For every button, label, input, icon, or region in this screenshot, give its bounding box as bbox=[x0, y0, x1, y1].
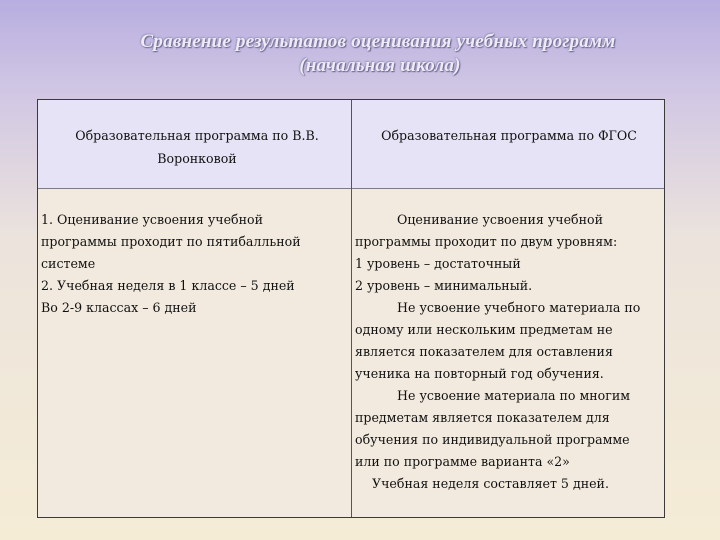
text-line: обучения по индивидуальной программе bbox=[355, 432, 630, 447]
text-line: программы проходит по двум уровням: bbox=[355, 234, 618, 249]
slide-title: Сравнение результатов оценивания учебных программ bbox=[140, 31, 616, 52]
column-divider bbox=[351, 100, 352, 517]
text-line: 1. Оценивание усвоения учебной bbox=[41, 212, 263, 227]
text-line: является показателем для оставления bbox=[355, 344, 613, 359]
text-line: системе bbox=[41, 256, 96, 271]
text-line: Оценивание усвоения учебной bbox=[397, 212, 603, 227]
header-fgos bbox=[356, 124, 662, 147]
header-voronkova bbox=[52, 124, 342, 170]
text-line: 1 уровень – достаточный bbox=[355, 256, 521, 271]
header-line: Воронковой bbox=[157, 151, 237, 166]
text-line: программы проходит по пятибалльной bbox=[41, 234, 301, 249]
comparison-table bbox=[37, 99, 665, 518]
header-line: Образовательная программа по В.В. bbox=[75, 128, 319, 143]
text-line: Во 2-9 классах – 6 дней bbox=[41, 300, 197, 315]
text-line: 2 уровень – минимальный. bbox=[355, 278, 533, 293]
text-line: Не усвоение учебного материала по bbox=[397, 300, 641, 315]
cell-voronkova bbox=[41, 209, 346, 319]
header-line: Образовательная программа по ФГОС bbox=[381, 128, 637, 143]
text-line: одному или нескольким предметам не bbox=[355, 322, 613, 337]
text-line: Не усвоение материала по многим bbox=[397, 388, 631, 403]
text-line: ученика на повторный год обучения. bbox=[355, 366, 604, 381]
text-line: Учебная неделя составляет 5 дней. bbox=[372, 476, 609, 491]
cell-fgos bbox=[355, 209, 661, 495]
text-line: 2. Учебная неделя в 1 классе – 5 дней bbox=[41, 278, 295, 293]
text-line: предметам является показателем для bbox=[355, 410, 610, 425]
slide-subtitle: (начальная школа) bbox=[299, 55, 461, 76]
text-line: или по программе варианта «2» bbox=[355, 454, 570, 469]
